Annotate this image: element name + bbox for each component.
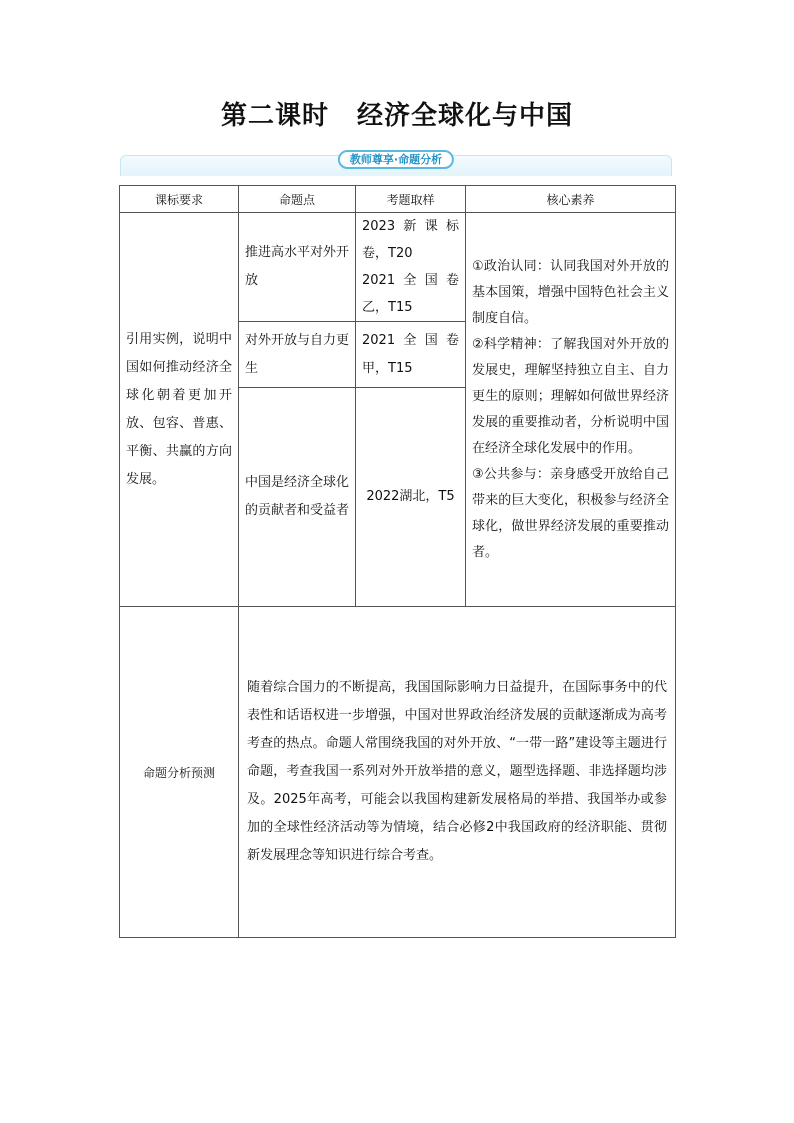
table-row: [120, 213, 676, 322]
page-title: [0, 95, 794, 132]
point-name: 中国是经济全球化的贡献者和受益者: [245, 475, 350, 518]
analysis-text-cell: [239, 607, 676, 938]
sample-text: 2022湖北，T5: [366, 489, 455, 504]
literacy-item: ③公共参与：亲身感受开放给自己带来的巨大变化，积极参与经济全球化，做世界经济发展的重要推动者。: [472, 466, 669, 560]
point-cell: [239, 322, 356, 388]
analysis-label: 命题分析预测: [142, 765, 215, 780]
point-cell: [239, 213, 356, 322]
point-cell: [239, 388, 356, 607]
literacy-item: ②科学精神：了解我国对外开放的发展史，理解坚持独立自主、自力更生的原则；理解如何做世界经济发展的重要推动者，分析说明中国在经济全球化发展中的作用。: [472, 336, 669, 456]
sample-text: 2021全国卷甲，T15: [362, 332, 459, 376]
analysis-table: [119, 185, 676, 938]
requirement-text: 引用实例，说明中国如何推动经济全球化朝着更加开放、包容、普惠、平衡、共赢的方向发展。: [126, 331, 232, 487]
title-topic: 经济全球化与中国: [357, 101, 574, 131]
literacy-text: [466, 254, 675, 566]
banner-label: 教师尊享·命题分析: [338, 150, 454, 169]
literacy-cell: [466, 213, 676, 607]
requirement-cell: [120, 213, 239, 607]
header-literacy: 核心素养: [466, 186, 676, 213]
section-banner: [120, 151, 672, 177]
header-sample: 考题取样: [356, 186, 466, 213]
literacy-item: ①政治认同：认同我国对外开放的基本国策，增强中国特色社会主义制度自信。: [472, 258, 669, 326]
sample-cell: [356, 388, 466, 607]
header-requirement: 课标要求: [120, 186, 239, 213]
title-lesson: 第二课时: [220, 101, 329, 131]
sample-cell: [356, 322, 466, 388]
sample-text: 2023新课标卷，T20: [362, 219, 459, 261]
header-point: 命题点: [239, 186, 356, 213]
analysis-text: 随着综合国力的不断提高，我国国际影响力日益提升，在国际事务中的代表性和话语权进一步增强，中国对世界政治经济发展的贡献逐渐成为高考考查的热点。命题人常围绕我国的对外开放、“一带一路”建设等主题进行命题，考查我国一系列对外开放举措的意义，题型选择题、非选择题均涉及。2025年高考，可能会以我国构建新发展格局的举措、我国举办或参加的全球性经济活动等为情境，结合必修2中我国政府的经济职能、贯彻新发展理念等知识进行综合考查。: [247, 680, 667, 863]
analysis-label-cell: [120, 607, 239, 938]
header-row: [120, 186, 676, 213]
sample-text: 2021全国卷乙，T15: [362, 273, 459, 315]
analysis-row: [120, 607, 676, 938]
sample-cell: [356, 213, 466, 322]
point-name: 对外开放与自力更生: [245, 332, 350, 376]
point-name: 推进高水平对外开放: [245, 245, 350, 288]
